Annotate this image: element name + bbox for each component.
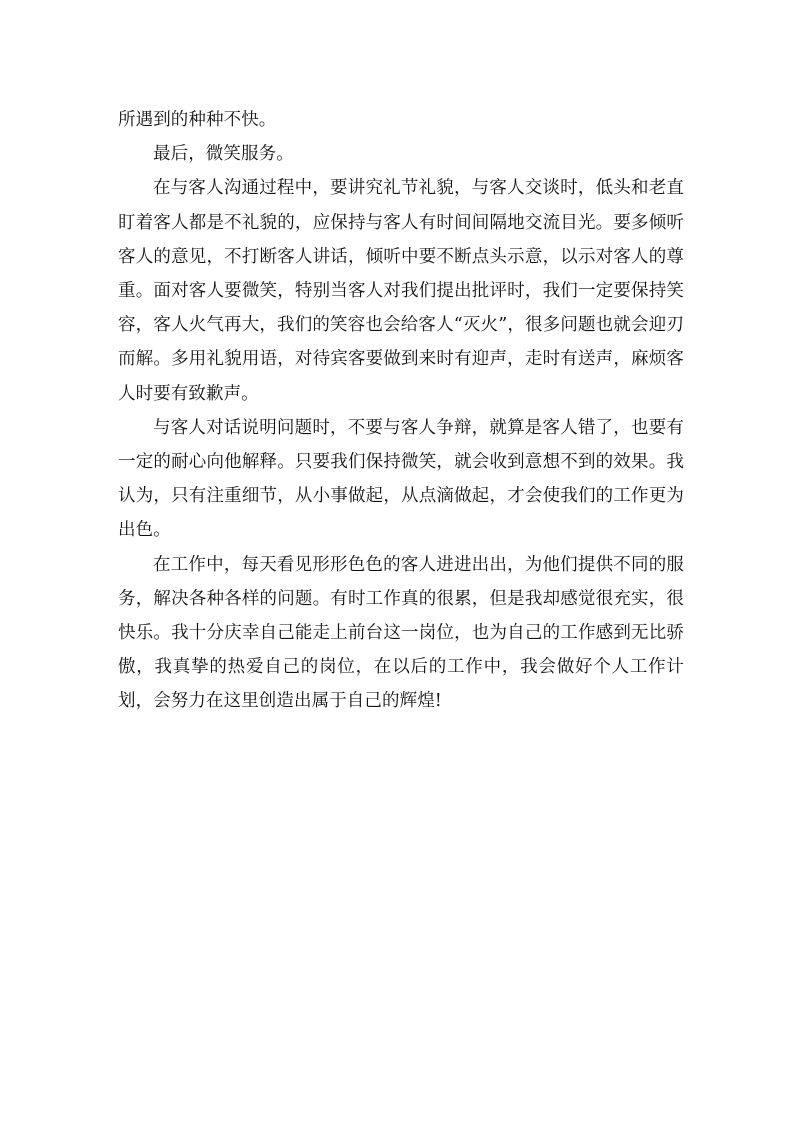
paragraph-2: 最后，微笑服务。	[153, 144, 294, 165]
paragraph-1: 所遇到的种种不快。	[118, 110, 277, 130]
paragraph-4: 与客人对话说明问题时，不要与客人争辩，就算是客人错了，也要有一定的耐心向他解释。只要我们保持微笑，就会收到意想不到的效果。我认为，只有注重细节，从小事做起，从点滴做起，才会使我们的工作更为出色。	[118, 417, 684, 541]
document-body	[118, 103, 684, 719]
paragraph-5: 在工作中，每天看见形形色色的客人进进出出，为他们提供不同的服务，解决各种各样的问题。有时工作真的很累，但是我却感觉很充实，很快乐。我十分庆幸自己能走上前台这一岗位，也为自己的工作感到无比骄傲，我真挚的热爱自己的岗位，在以后的工作中，我会做好个人工作计划，会努力在这里创造出属于自己的辉煌!	[118, 554, 684, 712]
paragraph-3: 在与客人沟通过程中，要讲究礼节礼貌，与客人交谈时，低头和老直盯着客人都是不礼貌的，应保持与客人有时间间隔地交流目光。要多倾听客人的意见，不打断客人讲话，倾听中要不断点头示意，以示对客人的尊重。面对客人要微笑，特别当客人对我们提出批评时，我们一定要保持笑容，客人火气再大，我们的笑容也会给客人“灭火”，很多问题也就会迎刃而解。多用礼貌用语，对待宾客要做到来时有迎声，走时有送声，麻烦客人时要有致歉声。	[118, 178, 684, 404]
